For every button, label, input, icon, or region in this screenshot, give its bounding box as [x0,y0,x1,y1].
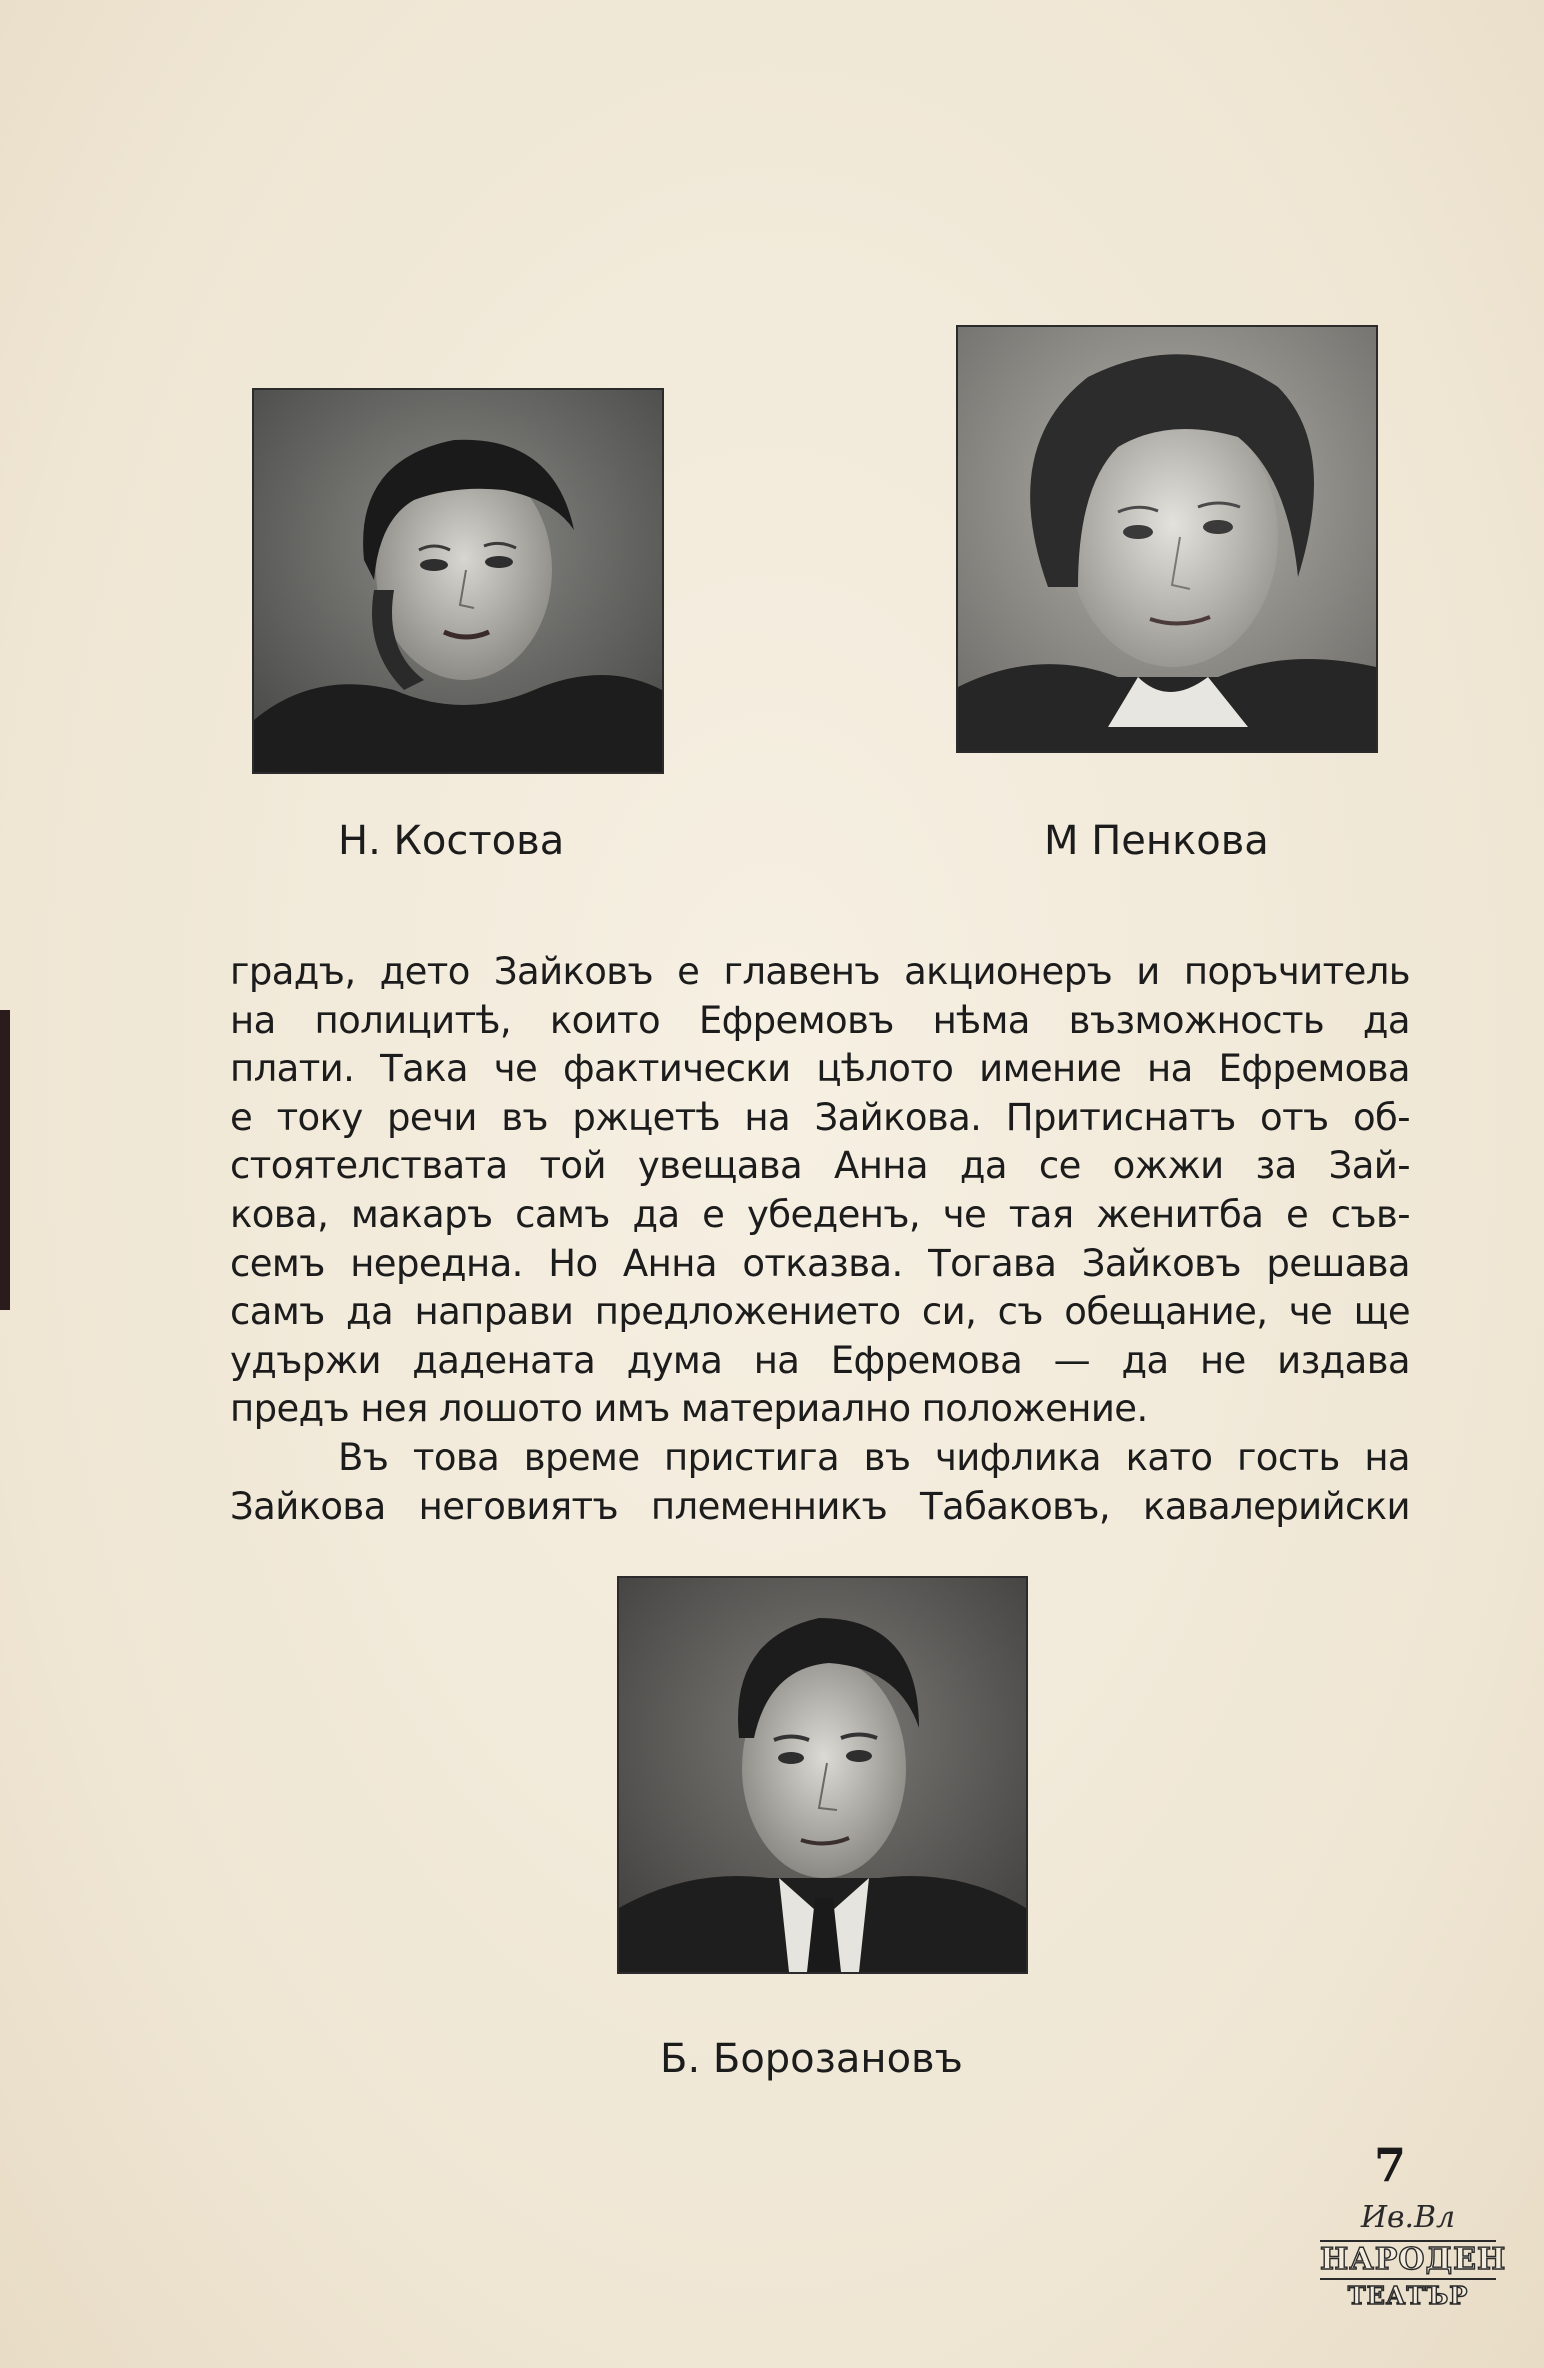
page-number: 7 [1374,2138,1407,2192]
text-line: градъ, дето Зайковъ е главенъ акционеръ и поръчитель [230,950,1410,993]
text-line: е току речи въ ржцетѣ на Зайкова. Притиснатъ отъ об- [230,1095,1410,1139]
text-line: семъ нередна. Но Анна отказва. Тогава Зайковъ решава [230,1241,1410,1285]
portrait-kostova-image [254,390,662,772]
portrait-photo-borozanov [617,1576,1028,1974]
body-paragraphs [230,948,1410,1531]
text-line: Въ това време пристига въ чифлика като гость на [338,1435,1410,1479]
text-line: удържи дадената дума на Ефремова — да не издава [230,1338,1410,1382]
text-line: Зайкова неговиятъ племенникъ Табаковъ, кавалерийски [230,1484,1410,1528]
text-line: плати. Така че фактически цѣлото имение на Ефремова [230,1047,1410,1091]
portrait-photo-penkova [956,325,1378,753]
text-line: на полицитѣ, които Ефремовъ нѣма възможность да [230,998,1410,1042]
text-line: самъ да направи предложението си, съ обещание, че ще [230,1290,1410,1334]
stamp-text-line2: ТЕАТЪР [1347,2281,1469,2310]
text-line: кова, макаръ самъ да е убеденъ, че тая женитба е съв- [230,1192,1410,1236]
text-line: предъ нея лошото имъ материално положение. [230,1387,1148,1431]
portrait-photo-kostova [252,388,664,774]
stamp-text-line1: НАРОДЕН [1320,2240,1496,2280]
caption-penkova: М Пенкова [1044,818,1269,864]
portrait-penkova-image [958,327,1376,751]
binding-edge [0,1010,10,1310]
portrait-borozanov-image [619,1578,1026,1972]
caption-borozanov: Б. Борозановъ [660,2036,963,2082]
stamp-signature: Ив.Вл [1360,2200,1456,2235]
text-line: стоятелствата той увещава Анна да се ожжи за Зай- [230,1144,1410,1188]
library-stamp [1320,2200,1507,2320]
caption-kostova: Н. Костова [338,818,565,864]
